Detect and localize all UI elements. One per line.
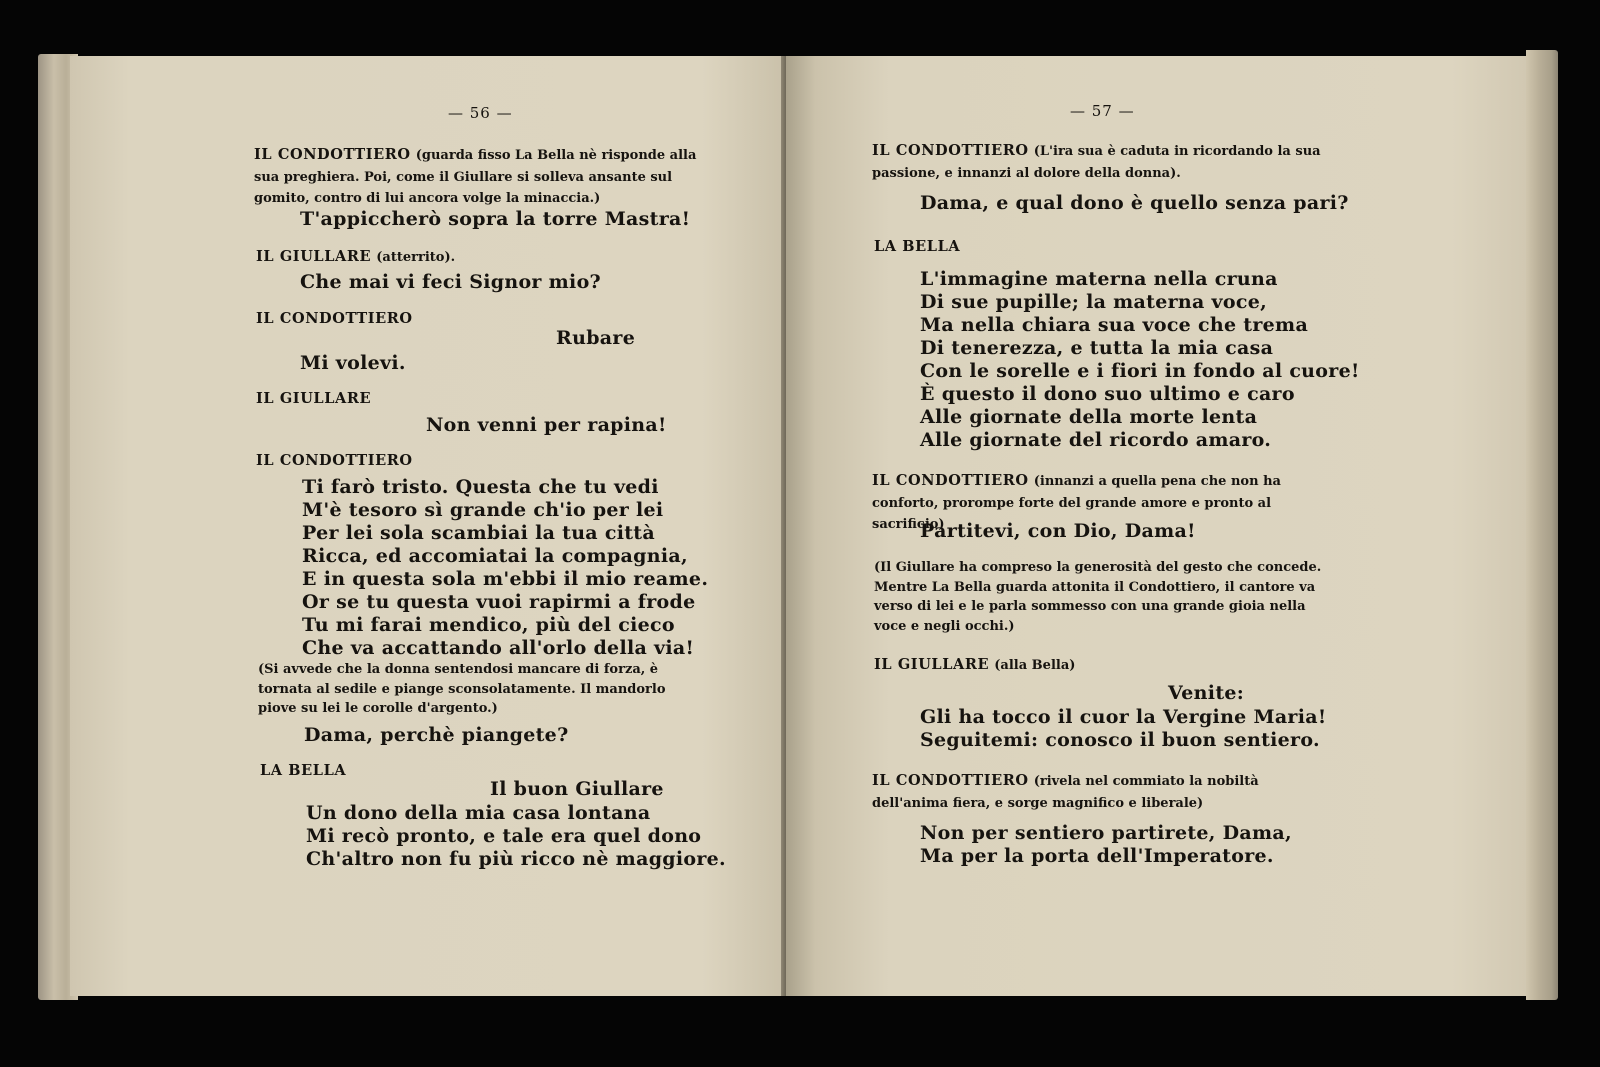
page-number-57: — 57 —	[1070, 102, 1135, 120]
verse-line: Or se tu questa vuoi rapirmi a frode	[302, 591, 696, 613]
stage-block	[874, 654, 1075, 676]
speaker-name: IL GIULLARE	[256, 248, 372, 265]
verse-line: Alle giornate del ricordo amaro.	[920, 429, 1272, 451]
stage-direction: (alla Bella)	[994, 658, 1076, 673]
verse-line: Che mai vi feci Signor mio?	[300, 271, 601, 293]
verse-line: Ma nella chiara sua voce che trema	[920, 314, 1309, 336]
speaker-name: LA BELLA	[874, 238, 961, 255]
verse-line: Mi recò pronto, e tale era quel dono	[306, 825, 702, 847]
speaker-name: IL GIULLARE	[874, 656, 990, 673]
verse-line: Dama, perchè piangete?	[304, 724, 569, 746]
verse-line: Che va accattando all'orlo della via!	[302, 637, 695, 659]
verse-block	[920, 268, 1360, 452]
verse-line: Di tenerezza, e tutta la mia casa	[920, 337, 1274, 359]
stage-block	[872, 770, 1328, 813]
speaker-name: IL CONDOTTIERO	[872, 772, 1029, 789]
verse-line: Ma per la porta dell'Imperatore.	[920, 845, 1274, 867]
verse-block	[556, 327, 635, 350]
verse-line: Dama, e qual dono è quello senza pari?	[920, 192, 1349, 214]
speaker-name: IL CONDOTTIERO	[256, 310, 413, 327]
verse-line: Venite:	[1168, 682, 1245, 704]
verse-block	[920, 822, 1292, 868]
page-number-56: — 56 —	[448, 104, 513, 122]
verse-line: Ricca, ed accomiatai la compagnia,	[302, 545, 688, 567]
stage-direction: (guarda fisso La Bella nè risponde alla sua preghiera. Poi, come il Giullare si solleva ansante sul gomito, contro di lui ancora volge la minaccia.)	[254, 148, 697, 206]
speaker-name: IL CONDOTTIERO	[254, 146, 411, 163]
verse-line: Un dono della mia casa lontana	[306, 802, 651, 824]
verse-line: Il buon Giullare	[490, 778, 664, 800]
verse-line: M'è tesoro sì grande ch'io per lei	[302, 499, 664, 521]
verse-block	[490, 778, 664, 801]
stage-direction: (rivela nel commiato la nobiltà dell'anima fiera, e sorge magnifico e liberale)	[872, 774, 1259, 811]
verse-line: Mi volevi.	[300, 352, 406, 374]
verse-line: T'appiccherò sopra la torre Mastra!	[300, 208, 691, 230]
verse-line: Gli ha tocco il cuor la Vergine Maria!	[920, 706, 1327, 728]
speaker-name: IL CONDOTTIERO	[256, 452, 413, 469]
verse-line: Per lei sola scambiai la tua città	[302, 522, 655, 544]
speaker-name: IL CONDOTTIERO	[872, 472, 1029, 489]
verse-line: Non per sentiero partirete, Dama,	[920, 822, 1292, 844]
left-page	[70, 56, 814, 996]
verse-block	[306, 802, 726, 871]
verse-block	[920, 520, 1196, 543]
verse-line: Partitevi, con Dio, Dama!	[920, 520, 1196, 542]
stage-direction: (L'ira sua è caduta in ricordando la sua passione, e innanzi al dolore della donna).	[872, 144, 1321, 181]
verse-block	[426, 414, 667, 437]
stage-block	[256, 246, 455, 268]
right-page-edge	[1526, 50, 1558, 1000]
verse-line: Con le sorelle e i fiori in fondo al cuore!	[920, 360, 1360, 382]
speaker-name: LA BELLA	[260, 762, 347, 779]
verse-line: Ti farò tristo. Questa che tu vedi	[302, 476, 659, 498]
verse-block	[1168, 682, 1244, 705]
verse-line: Rubare	[556, 327, 636, 349]
verse-block	[300, 271, 601, 294]
open-book	[38, 46, 1558, 1006]
stage-direction: (Si avvede che la donna sentendosi mancare di forza, è tornata al sedile e piange sconsolatamente. Il mandorlo piove su lei le corolle d'argento.)	[258, 662, 666, 716]
verse-block	[304, 724, 569, 747]
stage-direction: (atterrito).	[376, 250, 456, 265]
verse-block	[300, 352, 406, 375]
verse-block	[920, 192, 1349, 215]
verse-block	[300, 208, 690, 231]
verse-block	[920, 706, 1327, 752]
verse-block	[302, 476, 708, 660]
stage-block	[254, 144, 704, 209]
verse-line: Tu mi farai mendico, più del cieco	[302, 614, 675, 636]
speaker-name: IL GIULLARE	[256, 390, 372, 407]
verse-line: È questo il dono suo ultimo e caro	[920, 383, 1295, 405]
speaker-name: IL CONDOTTIERO	[872, 142, 1029, 159]
right-page	[786, 56, 1526, 996]
stage-block	[872, 140, 1324, 183]
verse-line: Non venni per rapina!	[426, 414, 667, 436]
stage-direction: (innanzi a quella pena che non ha conforto, prorompe forte del grande amore e pronto al sacrificio)	[872, 474, 1281, 532]
verse-line: Ch'altro non fu più ricco nè maggiore.	[306, 848, 726, 870]
stage-direction: (Il Giullare ha compreso la generosità del gesto che concede. Mentre La Bella guarda attonita il Condottiero, il cantore va verso di lei e le parla sommesso con una grande gioia nella voce e negli occhi.)	[874, 560, 1322, 634]
verse-line: Di sue pupille; la materna voce,	[920, 291, 1268, 313]
verse-line: E in questa sola m'ebbi il mio reame.	[302, 568, 709, 590]
verse-line: L'immagine materna nella cruna	[920, 268, 1278, 290]
verse-line: Alle giornate della morte lenta	[920, 406, 1258, 428]
verse-line: Seguitemi: conosco il buon sentiero.	[920, 729, 1320, 751]
